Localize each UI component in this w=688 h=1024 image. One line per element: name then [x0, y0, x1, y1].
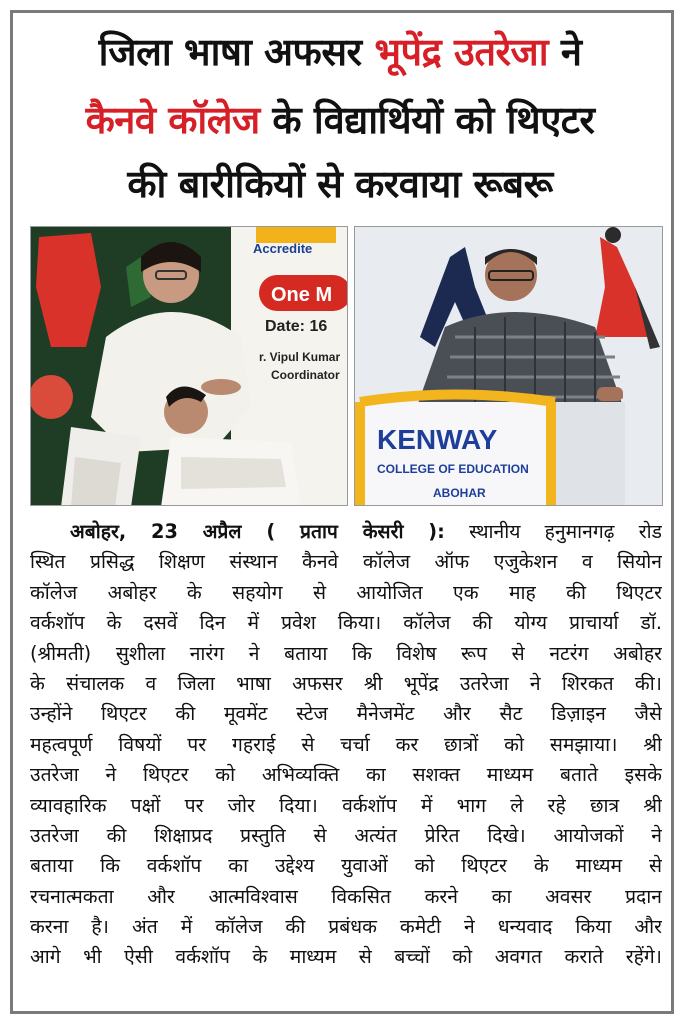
article-line: उन्होंने थिएटर की मूवमेंट स्टेज मैनेजमेंट और सैट डिज़ाइन जैसे	[30, 702, 662, 726]
headline-text-3: की बारीकियों से करवाया रूबरू	[127, 162, 553, 206]
article-dateline: अबोहर, 23 अप्रैल ( प्रताप केसरी ):	[70, 520, 445, 543]
photo-speaker-podium	[354, 226, 663, 506]
headline-text-1a: जिला भाषा अफसर	[98, 30, 362, 74]
banner-role-text: Coordinator	[271, 368, 340, 382]
podium-city-text: ABOHAR	[433, 486, 486, 500]
article-body	[30, 517, 662, 973]
article-line: व्यावहारिक पक्षों पर जोर दिया। वर्कशॉप में भाग ले रहे छात्र श्री	[30, 793, 662, 817]
article-line: के संचालक व जिला भाषा अफसर श्री भूपेंद्र उतरेजा ने शिरकत की।	[30, 671, 662, 695]
headline-highlight-college: कैनवे कॉलेज	[85, 98, 260, 142]
article-line	[30, 517, 662, 547]
article-line: रचनात्मकता और आत्मविश्वास विकसित करने का अवसर प्रदान	[30, 884, 662, 908]
article-line: करना है। अंत में कॉलेज की प्रबंधक कमेटी ने धन्यवाद किया और	[30, 915, 662, 939]
headline-text-1c: ने	[560, 30, 582, 74]
headline-line-2	[20, 98, 660, 142]
headline-line-3	[20, 162, 660, 206]
article-line: महत्वपूर्ण विषयों पर गहराई से चर्चा कर छात्रों को समझाया। श्री	[30, 732, 662, 756]
headline-line-1	[20, 30, 660, 74]
article-line: उतरेजा की शिक्षाप्रद प्रस्तुति से अत्यंत प्रेरित दिखे। आयोजकों ने	[30, 823, 662, 847]
article-line: स्थित प्रसिद्ध शिक्षण संस्थान कैनवे कॉलेज ऑफ एजुकेशन व सियोन	[30, 550, 662, 574]
banner-accredited-text: Accredite	[253, 241, 313, 256]
article-line: (श्रीमती) सुशीला नारंग ने बताया कि विशेष रूप से नटरंग अबोहर	[30, 641, 662, 665]
article-line: उतरेजा ने थिएटर को अभिव्यक्ति का सशक्त माध्यम बताते इसके	[30, 763, 662, 787]
article-line-text: स्थानीय हनुमानगढ़ रोड	[469, 520, 662, 543]
article-line: वर्कशॉप के दसवें दिन में प्रवेश किया। कॉलेज की योग्य प्राचार्या डॉ.	[30, 611, 662, 635]
speaker-photo-illustration	[355, 227, 663, 506]
banner-name-text: r. Vipul Kumar	[259, 350, 341, 364]
headline-text-2b: के विद्यार्थियों को थिएटर	[272, 98, 595, 142]
article-line: कॉलेज अबोहर के सहयोग से आयोजित एक माह की थिएटर	[30, 580, 662, 604]
podium-subtitle-text: COLLEGE OF EDUCATION	[377, 462, 529, 476]
students-photo-illustration	[31, 227, 348, 506]
headline-highlight-name: भूपेंद्र उतरेजा	[374, 30, 549, 74]
article-line: बताया कि वर्कशॉप का उद्देश्य युवाओं को थिएटर के माध्यम से	[30, 854, 662, 878]
photo-students-performance	[30, 226, 348, 506]
banner-date-text: Date: 16	[265, 318, 328, 335]
podium-title-text: KENWAY	[377, 424, 498, 455]
banner-oval-text: One M	[271, 284, 333, 306]
article-line: आगे भी ऐसी वर्कशॉप के माध्यम से बच्चों को अवगत कराते रहेंगे।	[30, 945, 662, 969]
